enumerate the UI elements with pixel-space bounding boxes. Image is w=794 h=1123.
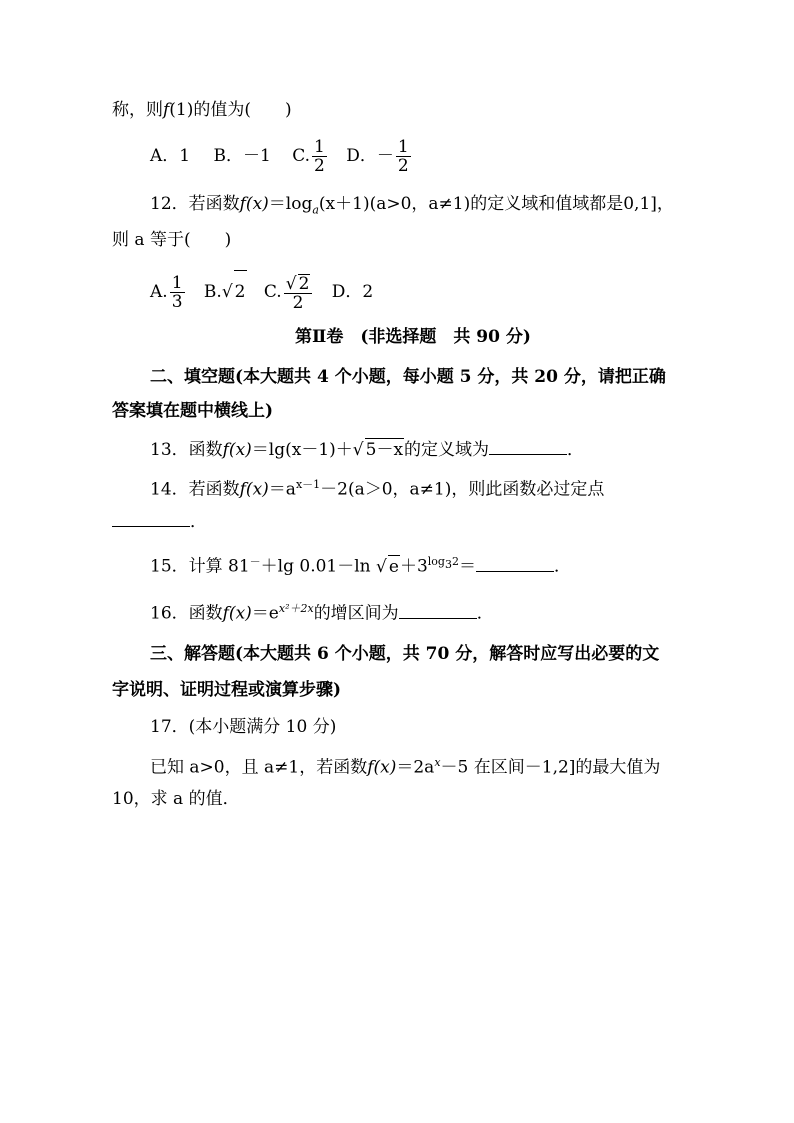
q13-end: ． bbox=[567, 440, 585, 460]
q15-sqrt: √ e bbox=[376, 556, 399, 577]
q12-option-a-prefix: A. bbox=[150, 282, 168, 302]
q16-end: ． bbox=[476, 603, 494, 624]
q17-fx: f(x) bbox=[367, 757, 397, 778]
q15-answer-blank[interactable] bbox=[476, 555, 554, 572]
q12-c-num bbox=[284, 274, 313, 294]
section3-heading-line2: 字说明、证明过程或演算步骤) bbox=[112, 680, 342, 700]
q15-end: ． bbox=[553, 556, 571, 577]
part2-title: 第Ⅱ卷 (非选择题 共 90 分) bbox=[295, 327, 531, 347]
q14-end: ． bbox=[190, 512, 207, 532]
q15-log-base: 3 bbox=[444, 558, 452, 572]
q16-c: 的增区间为 bbox=[313, 603, 399, 624]
q12-option-d: D．2 bbox=[331, 282, 374, 302]
q13-sqrt: √ 5－x bbox=[352, 440, 404, 460]
q11-option-a: A．1 bbox=[150, 146, 191, 166]
q13-answer-blank[interactable] bbox=[489, 438, 567, 455]
q12-a-num: 1 bbox=[171, 273, 183, 293]
q15-c: ＋3 bbox=[399, 556, 428, 577]
q15-log-arg: 2 bbox=[451, 555, 459, 568]
q15 bbox=[150, 551, 571, 578]
q15-log-exponent bbox=[427, 555, 459, 572]
q12-options bbox=[150, 270, 373, 313]
q11-d-num: 1 bbox=[397, 137, 409, 157]
q11-option-b: B．－1 bbox=[213, 146, 271, 166]
q15-b: ＋lg 0.01－ln bbox=[260, 556, 371, 577]
q11-option-c-fraction bbox=[312, 138, 327, 175]
q15-d: ＝ bbox=[458, 556, 476, 577]
q17-b: ＝2a bbox=[396, 757, 435, 778]
q17-title: 17．(本小题满分 10 分) bbox=[150, 717, 337, 737]
q11-fn: f bbox=[163, 100, 170, 120]
q17-line1 bbox=[150, 752, 660, 779]
q13-b: ＝lg(x－1)＋ bbox=[251, 440, 353, 460]
q15-log: log bbox=[427, 555, 445, 568]
q12-option-c-fraction bbox=[284, 274, 313, 312]
q13-fx: f(x) bbox=[222, 440, 252, 460]
q12-log-base: a bbox=[312, 203, 319, 217]
section3-heading-line1: 三、解答题(本大题共 6 个小题，共 70 分，解答时应写出必要的文 bbox=[150, 644, 660, 664]
q17-line2: 10，求 a 的值． bbox=[112, 789, 240, 809]
q14-b: ＝a bbox=[268, 479, 296, 500]
q17-c: －5 在区间－1,2]的最大值为 bbox=[440, 757, 661, 778]
q14-a: 14．若函数 bbox=[150, 479, 240, 500]
q14-line2 bbox=[112, 510, 207, 533]
q12-option-c-prefix: C. bbox=[263, 282, 282, 302]
q12-num: 12．若函数 bbox=[150, 194, 240, 214]
q11-d-den: 2 bbox=[397, 156, 409, 176]
q16 bbox=[150, 598, 494, 625]
q11-stem bbox=[112, 99, 292, 121]
q11-option-d-fraction bbox=[396, 138, 411, 175]
q12-rest: (x＋1)(a>0，a≠1)的定义域和值域都是0,1]， bbox=[318, 194, 674, 214]
q14-answer-blank[interactable] bbox=[112, 510, 190, 527]
q12-eq: ＝log bbox=[268, 194, 313, 214]
q13-c: 的定义域为 bbox=[404, 440, 490, 460]
q14 bbox=[150, 474, 604, 501]
q12-b-radicand: 2 bbox=[234, 270, 247, 313]
q15-exponent: － bbox=[249, 555, 261, 568]
q16-answer-blank[interactable] bbox=[399, 602, 477, 619]
q16-exponent: x²＋2x bbox=[278, 602, 314, 615]
q12-stem-line2: 则 a 等于( ) bbox=[112, 230, 232, 250]
q11-c-num: 1 bbox=[314, 137, 325, 157]
q12-c-sqrt: √ 2 bbox=[285, 273, 310, 294]
q11-stem-a: 称，则 bbox=[112, 100, 163, 120]
q16-fx: f(x) bbox=[222, 603, 252, 624]
q11-option-c-prefix: C. bbox=[292, 146, 311, 166]
q13 bbox=[150, 438, 584, 461]
q11-option-d-prefix: D．－ bbox=[346, 146, 394, 166]
q17-a: 已知 a>0，且 a≠1，若函数 bbox=[150, 757, 368, 778]
q12-stem bbox=[150, 193, 674, 221]
q11-c-den: 2 bbox=[314, 156, 325, 176]
q12-c-radicand: 2 bbox=[298, 273, 310, 294]
section2-heading-line2: 答案填在题中横线上) bbox=[112, 401, 274, 421]
q16-b: ＝e bbox=[251, 603, 279, 624]
q12-fx: f(x) bbox=[239, 194, 269, 214]
q12-a-den: 3 bbox=[171, 292, 183, 312]
q11-options bbox=[150, 136, 413, 176]
q11-stem-b: (1)的值为( ) bbox=[169, 100, 292, 120]
q15-radicand: e bbox=[388, 556, 399, 577]
q14-fx: f(x) bbox=[239, 479, 269, 500]
q12-option-b-sqrt: √ 2 bbox=[222, 270, 247, 313]
q17-exponent: x bbox=[434, 756, 441, 769]
q12-option-a-fraction bbox=[170, 274, 185, 311]
q12-c-den: 2 bbox=[292, 292, 304, 313]
q15-a: 15．计算 81 bbox=[150, 556, 250, 577]
q14-c: －2(a＞0，a≠1)，则此函数必过定点 bbox=[320, 479, 605, 500]
q13-a: 13．函数 bbox=[150, 440, 223, 460]
section2-heading-line1: 二、填空题(本大题共 4 个小题，每小题 5 分，共 20 分，请把正确 bbox=[150, 367, 666, 387]
q13-radicand: 5－x bbox=[365, 440, 404, 460]
q16-a: 16．函数 bbox=[150, 603, 223, 624]
q12-option-b-prefix: B. bbox=[203, 282, 222, 302]
q14-exponent: x－1 bbox=[295, 478, 321, 491]
